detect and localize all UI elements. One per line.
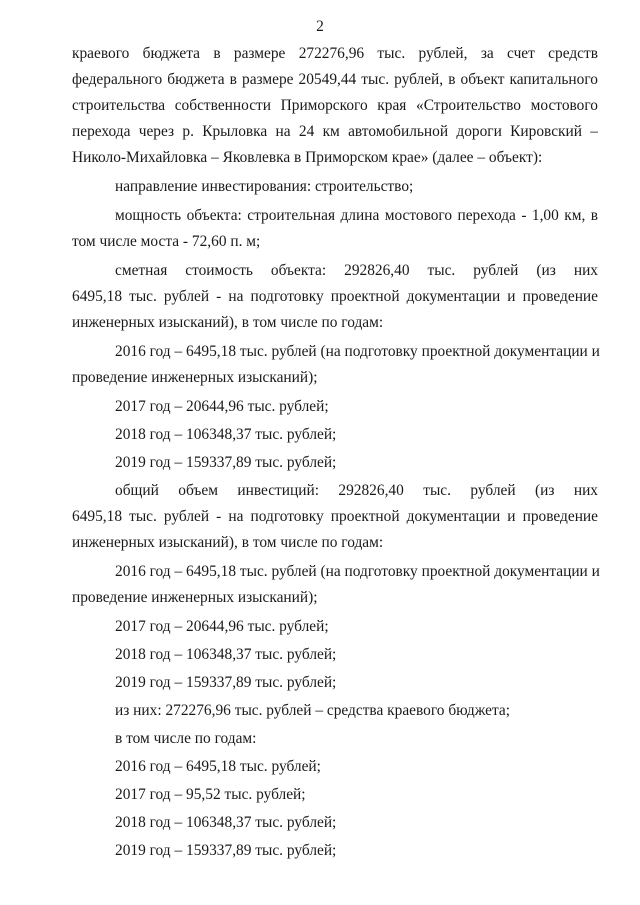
text-line: 6495,18 тыс. рублей - на подготовку проектной документации и проведение (72, 288, 598, 305)
text-line: 2016 год – 6495,18 тыс. рублей; (115, 758, 321, 775)
text-line: 2016 год – 6495,18 тыс. рублей (на подготовку проектной документации и (115, 563, 600, 580)
text-line: проведение инженерных изысканий); (72, 589, 318, 606)
text-line: краевого бюджета в размере 272276,96 тыс. рублей, за счет средств (72, 45, 598, 62)
text-line: федерального бюджета в размере 20549,44 тыс. рублей, в объект капитального (72, 71, 598, 88)
text-line: сметная стоимость объекта: 292826,40 тыс. рублей (из них (115, 262, 598, 279)
text-line: 2018 год – 106348,37 тыс. рублей; (115, 814, 337, 831)
text-line: строительства собственности Приморского края «Строительство мостового (72, 97, 598, 114)
text-line: из них: 272276,96 тыс. рублей – средства краевого бюджета; (115, 702, 510, 719)
text-line: инженерных изысканий), в том числе по годам: (72, 314, 384, 331)
text-line: мощность объекта: строительная длина мостового перехода - 1,00 км, в (115, 207, 598, 224)
text-line: общий объем инвестиций: 292826,40 тыс. рублей (из них (115, 482, 598, 499)
page-number: 2 (316, 18, 324, 35)
text-line: 6495,18 тыс. рублей - на подготовку проектной документации и проведение (72, 508, 598, 525)
text-line: 2018 год – 106348,37 тыс. рублей; (115, 646, 337, 663)
text-line: направление инвестирования: строительство; (115, 178, 414, 195)
text-line: 2019 год – 159337,89 тыс. рублей; (115, 674, 337, 691)
text-line: Николо-Михайловка – Яковлевка в Приморском крае» (далее – объект): (72, 149, 543, 166)
text-line: 2017 год – 20644,96 тыс. рублей; (115, 618, 329, 635)
text-line: перехода через р. Крыловка на 24 км автомобильной дороги Кировский – (72, 123, 598, 140)
text-line: проведение инженерных изысканий); (72, 369, 318, 386)
text-line: том числе моста - 72,60 п. м; (72, 233, 261, 250)
text-line: 2017 год – 20644,96 тыс. рублей; (115, 398, 329, 415)
text-line: 2018 год – 106348,37 тыс. рублей; (115, 426, 337, 443)
text-line: 2019 год – 159337,89 тыс. рублей; (115, 454, 337, 471)
text-line: 2019 год – 159337,89 тыс. рублей; (115, 842, 337, 859)
text-line: 2016 год – 6495,18 тыс. рублей (на подготовку проектной документации и (115, 343, 600, 360)
text-line: инженерных изысканий), в том числе по годам: (72, 534, 384, 551)
text-line: 2017 год – 95,52 тыс. рублей; (115, 786, 306, 803)
text-line: в том числе по годам: (115, 730, 257, 747)
